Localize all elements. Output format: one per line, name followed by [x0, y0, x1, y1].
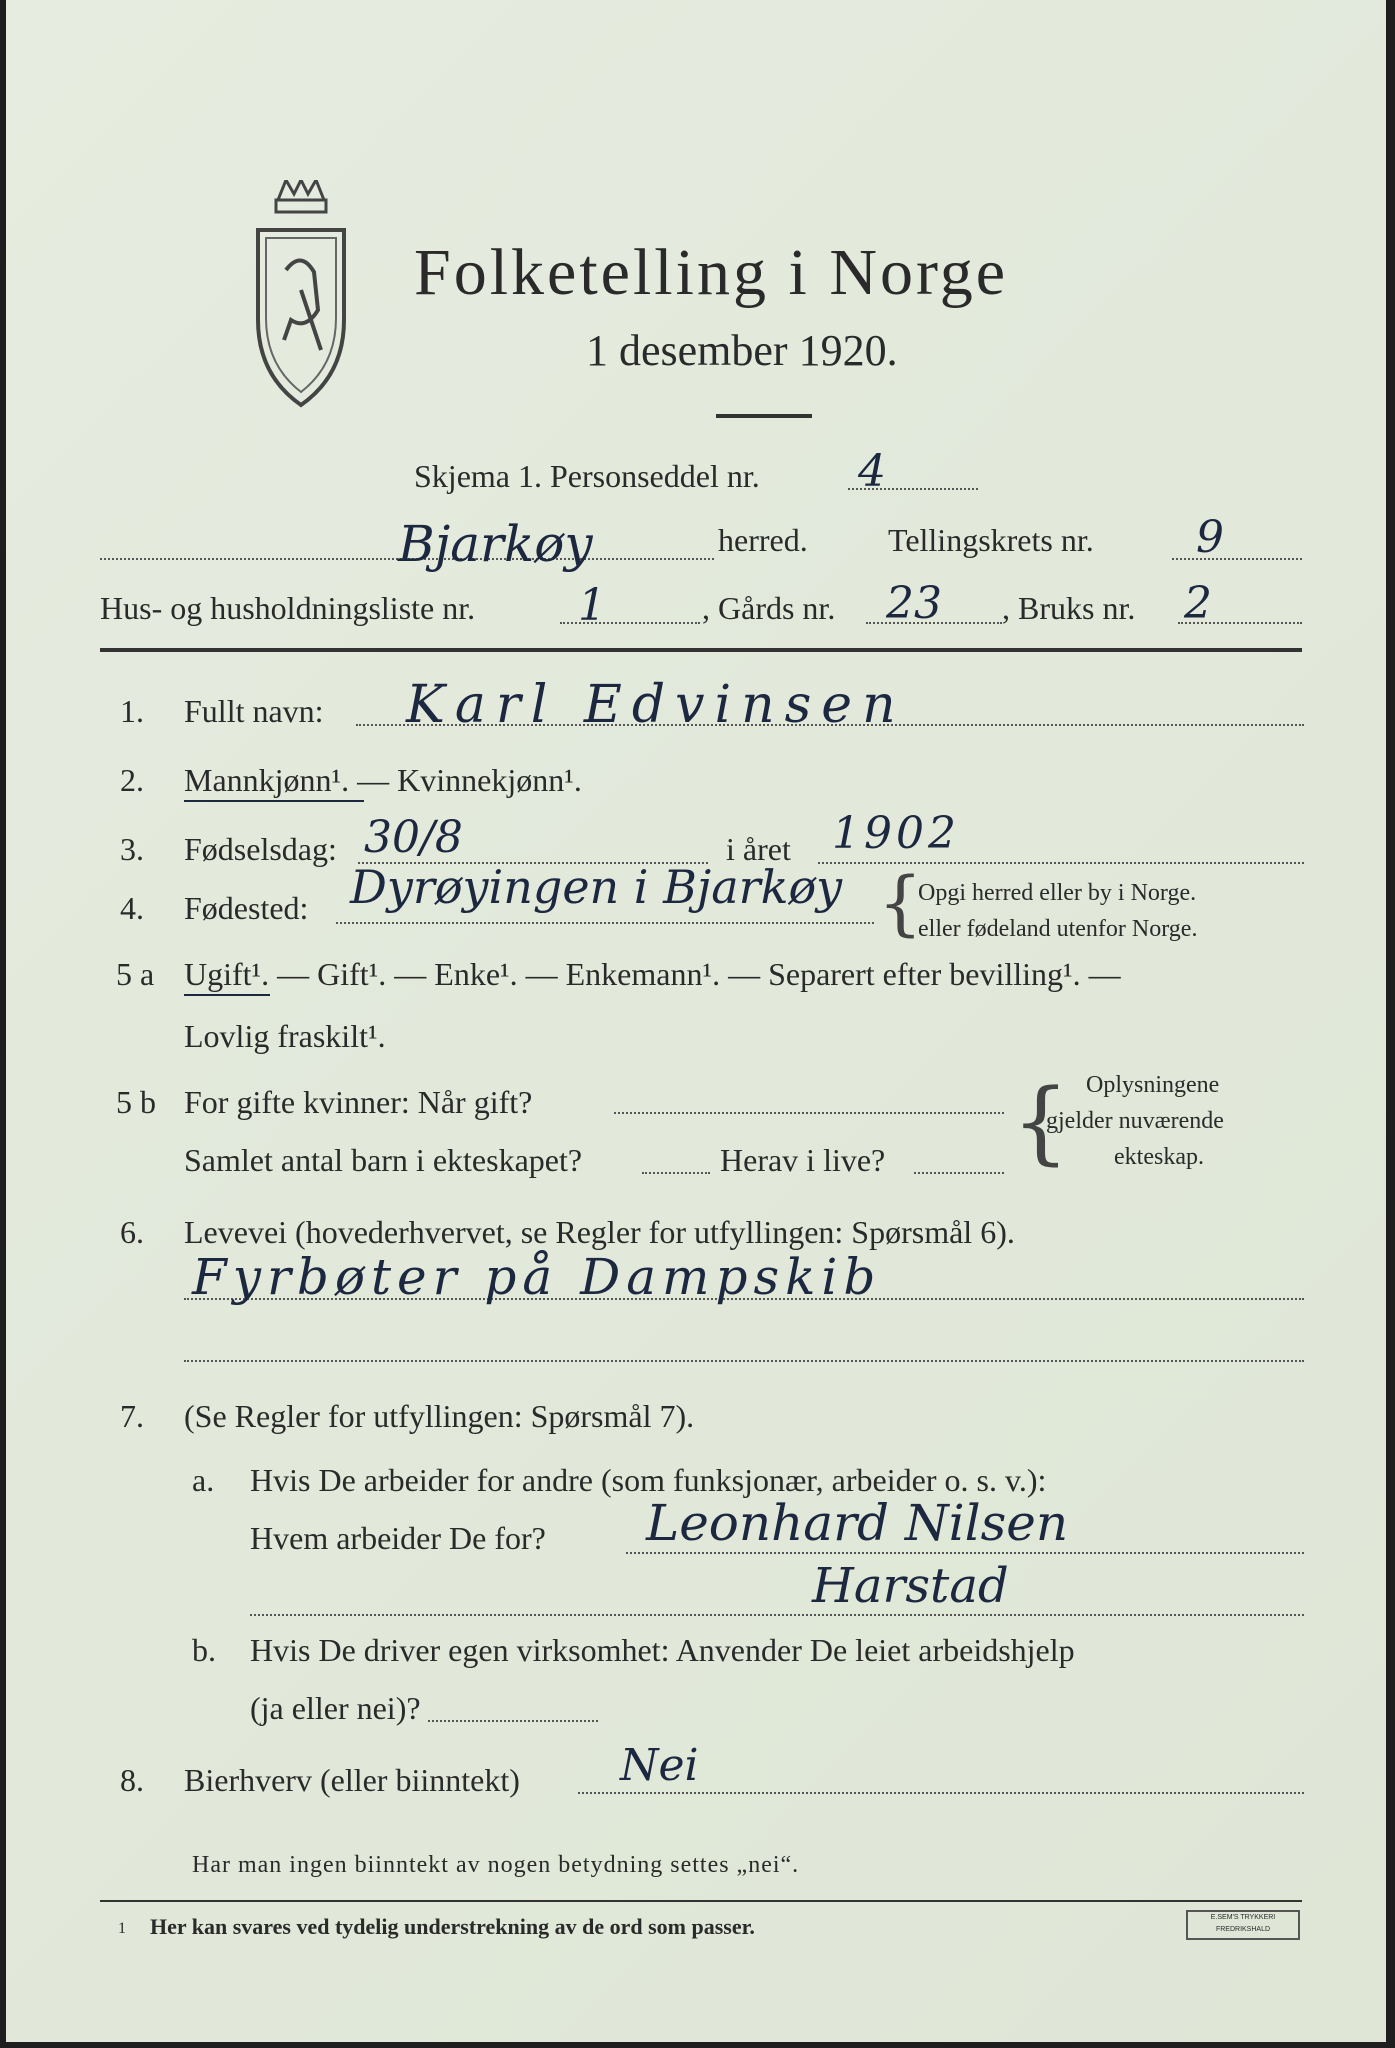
q4-note-1: Opgi herred eller by i Norge. — [918, 880, 1197, 906]
gards-value: 23 — [886, 578, 942, 629]
q5b-note-3: ekteskap. — [1114, 1144, 1204, 1170]
q6-number: 6. — [120, 1214, 144, 1250]
q5b-children-field[interactable] — [642, 1172, 710, 1174]
herred-value: Bjarkøy — [398, 515, 593, 573]
header-divider — [100, 648, 1302, 652]
form-date: 1 desember 1920. — [586, 326, 898, 375]
q8-field[interactable] — [578, 1792, 1304, 1794]
q7b-label: Hvis De driver egen virksomhet: Anvender De leiet arbeidshjelp — [250, 1632, 1075, 1668]
footnote-number: 1 — [118, 1920, 126, 1937]
q5b-alive-field[interactable] — [914, 1172, 1004, 1174]
q5b-number: 5 b — [116, 1084, 156, 1120]
q8-answer: Nei — [620, 1740, 699, 1791]
q7a-label: Hvis De arbeider for andre (som funksjonær, arbeider o. s. v.): — [250, 1462, 1047, 1498]
q5b-married-field[interactable] — [614, 1112, 1004, 1114]
q8-number: 8. — [120, 1762, 144, 1798]
footer-note: Har man ingen biinntekt av nogen betydning settes „nei“. — [192, 1852, 800, 1878]
hus-label: Hus- og husholdningsliste nr. — [100, 590, 476, 626]
q1-number: 1. — [120, 693, 144, 729]
q2-label: Mannkjønn¹. — Kvinnekjønn¹. — [184, 762, 582, 798]
q5b-brace: { — [1012, 1070, 1070, 1175]
q5a-label-2: Lovlig fraskilt¹. — [184, 1018, 386, 1054]
q7a-answer: Leonhard Nilsen — [646, 1494, 1069, 1552]
coat-of-arms-icon — [246, 180, 356, 410]
q3-number: 3. — [120, 831, 144, 867]
q5b-note-1: Oplysningene — [1086, 1072, 1220, 1098]
title-divider — [716, 414, 812, 418]
q4-brace: { — [878, 862, 923, 944]
q5a-label: Ugift¹. — Gift¹. — Enke¹. — Enkemann¹. — Separert efter bevilling¹. — — [184, 956, 1121, 992]
form-title: Folketelling i Norge — [414, 236, 1009, 309]
q8-label: Bierhverv (eller biinntekt) — [184, 1762, 520, 1798]
herred-label: herred. — [718, 522, 808, 558]
q2-underline — [184, 800, 364, 802]
krets-label: Tellingskrets nr. — [888, 522, 1094, 558]
q1-label: Fullt navn: — [184, 693, 324, 729]
q7-label: (Se Regler for utfyllingen: Spørsmål 7). — [184, 1398, 695, 1434]
q3-day-value: 30/8 — [364, 812, 463, 863]
printer-mark — [1186, 1910, 1300, 1940]
q7a-number: a. — [192, 1462, 215, 1498]
q4-number: 4. — [120, 890, 144, 926]
schema-no-value: 4 — [858, 446, 886, 497]
q5b-label-2: Samlet antal barn i ekteskapet? — [184, 1142, 583, 1178]
q3-label: Fødselsdag: — [184, 831, 337, 867]
census-form — [6, 0, 1386, 2042]
krets-field[interactable] — [1172, 558, 1302, 560]
q7a-answer-2: Harstad — [812, 1558, 1009, 1614]
q5b-label: For gifte kvinner: Når gift? — [184, 1084, 533, 1120]
q5a-number: 5 a — [116, 956, 155, 992]
bruks-value: 2 — [1184, 578, 1212, 629]
hus-value: 1 — [578, 580, 606, 631]
gards-label: , Gårds nr. — [702, 590, 836, 626]
q4-note-2: eller fødeland utenfor Norge. — [918, 916, 1198, 942]
krets-value: 9 — [1196, 512, 1224, 563]
q5a-underline — [184, 994, 270, 996]
q4-field[interactable] — [336, 922, 874, 924]
q7b-number: b. — [192, 1632, 216, 1668]
q3-year-value: 1902 — [832, 808, 960, 859]
q3-year-label: i året — [726, 831, 791, 867]
q5b-label-3: Herav i live? — [720, 1142, 886, 1178]
q6-field-2[interactable] — [184, 1360, 1304, 1362]
footer-divider — [100, 1900, 1302, 1902]
q6-label: Levevei (hovederhvervet, se Regler for utfyllingen: Spørsmål 6). — [184, 1214, 1015, 1250]
q7a-field-1[interactable] — [626, 1552, 1304, 1554]
q4-label: Fødested: — [184, 890, 309, 926]
schema-label: Skjema 1. Personseddel nr. — [414, 458, 760, 494]
q7-number: 7. — [120, 1398, 144, 1434]
q7b-label-2: (ja eller nei)? — [250, 1690, 421, 1726]
q5b-note-2: gjelder nuværende — [1046, 1108, 1224, 1134]
footnote: Her kan svares ved tydelig understrekning av de ord som passer. — [150, 1914, 755, 1939]
q7b-field[interactable] — [428, 1720, 598, 1722]
printer-text: E.SEM'S TRYKKERI FREDRIKSHALD — [1210, 1914, 1276, 1933]
q6-answer: Fyrbøter på Dampskib — [192, 1248, 882, 1306]
q7a-field-2[interactable] — [250, 1614, 1304, 1616]
q7a-label-2: Hvem arbeider De for? — [250, 1520, 546, 1556]
q1-answer: Karl Edvinsen — [406, 675, 906, 735]
q2-number: 2. — [120, 762, 144, 798]
bruks-label: , Bruks nr. — [1002, 590, 1136, 626]
q4-answer: Dyrøyingen i Bjarkøy — [350, 860, 843, 914]
